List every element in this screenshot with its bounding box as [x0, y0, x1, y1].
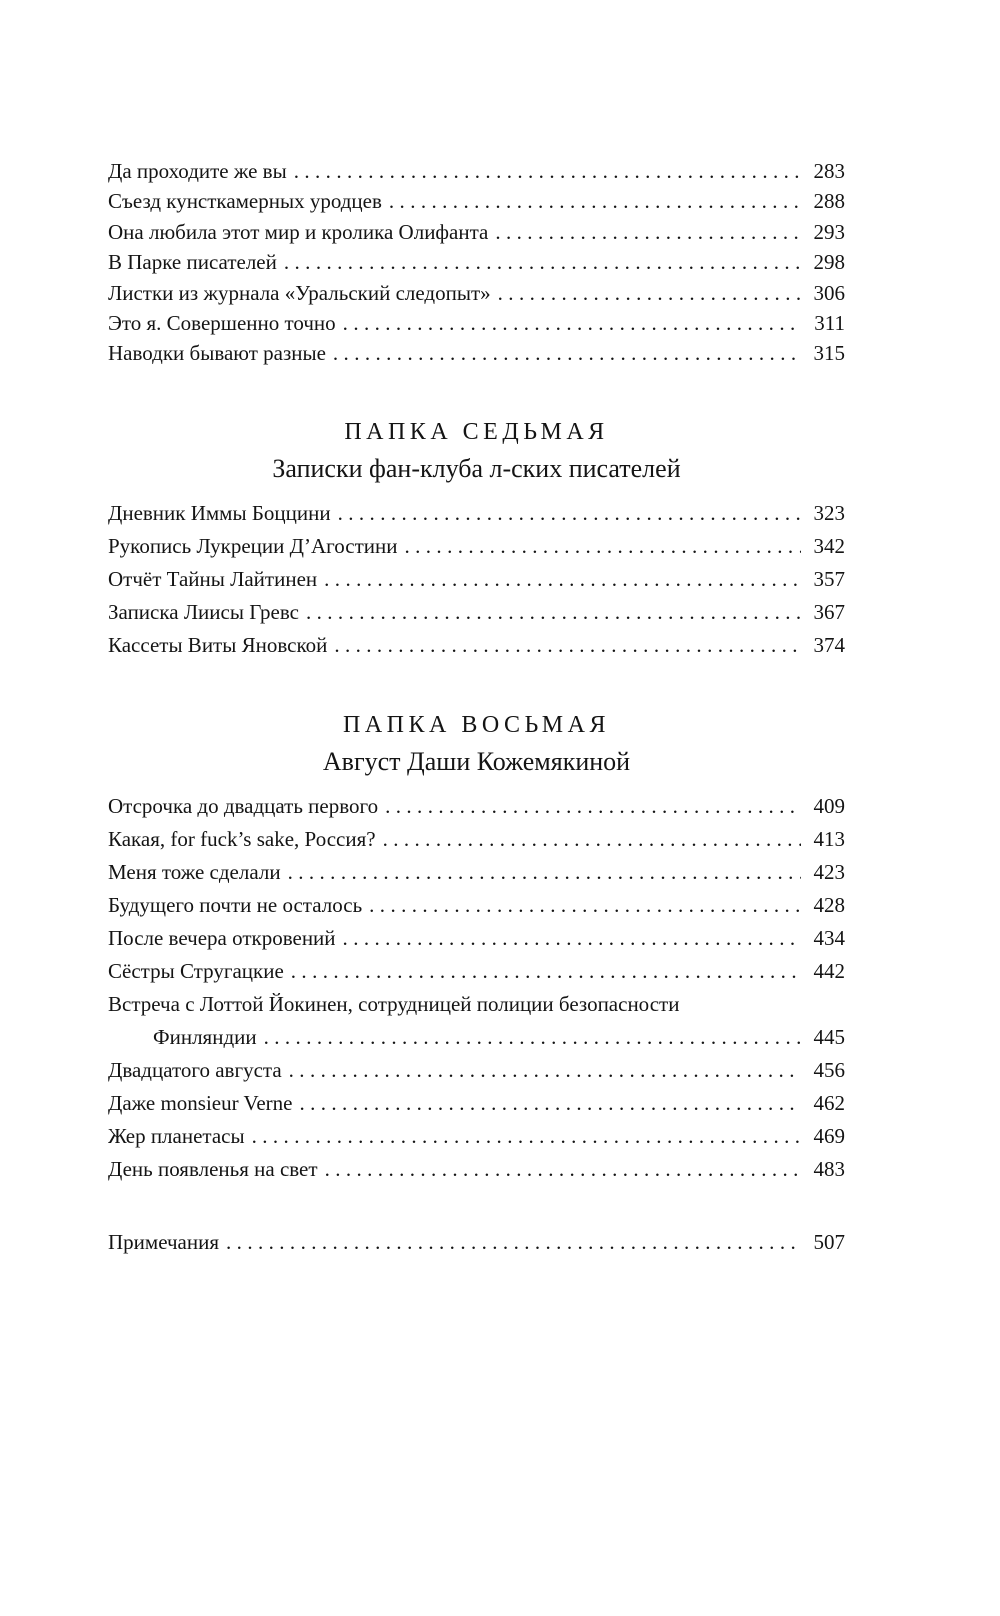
entry-title: Это я. Совершенно точно	[108, 311, 336, 336]
toc-entry[interactable]	[108, 156, 845, 186]
dot-leader	[333, 338, 801, 368]
dot-leader	[404, 530, 801, 563]
dot-leader	[324, 563, 801, 596]
entry-title: В Парке писателей	[108, 250, 277, 275]
entry-title: Кассеты Виты Яновской	[108, 632, 328, 657]
entry-page-number: 315	[813, 341, 845, 366]
dot-leader	[289, 1054, 801, 1087]
entry-title: Записка Лиисы Гревс	[108, 599, 299, 624]
entry-page-number: 298	[813, 250, 845, 275]
entry-title: Какая, for fuck’s sake, Россия?	[108, 826, 376, 851]
entry-page-number: 434	[813, 925, 845, 950]
section-entries	[108, 790, 845, 1186]
dot-leader	[264, 1021, 801, 1054]
entry-title: Наводки бывают разные	[108, 341, 326, 366]
entry-title: Листки из журнала «Уральский следопыт»	[108, 280, 491, 305]
section-subheading: Записки фан-клуба л-ских писателей	[272, 453, 681, 483]
toc-entry[interactable]	[108, 278, 845, 308]
dot-leader	[383, 823, 801, 856]
toc-entry[interactable]	[108, 856, 845, 889]
entry-page-number: 462	[813, 1090, 845, 1115]
section-entries	[108, 497, 845, 662]
dot-leader	[291, 955, 801, 988]
toc-entry[interactable]	[108, 1226, 845, 1259]
dot-leader	[306, 596, 801, 629]
entry-page-number: 507	[813, 1229, 845, 1254]
entry-page-number: 283	[813, 159, 845, 183]
entry-page-number: 374	[813, 632, 845, 657]
toc-entry[interactable]	[108, 1120, 845, 1153]
entry-title: Отчёт Тайны Лайтинен	[108, 566, 318, 591]
entry-title: Да проходите же вы	[108, 159, 287, 183]
entry-page-number: 456	[813, 1057, 845, 1082]
toc-entry[interactable]	[108, 247, 845, 277]
entry-page-number: 428	[813, 892, 845, 917]
entry-page-number: 483	[813, 1156, 845, 1181]
entry-title: Меня тоже сделали	[108, 859, 281, 884]
toc-entry[interactable]	[108, 596, 845, 629]
section-heading: ПАПКА СЕДЬМАЯ	[344, 418, 609, 445]
entry-title: Встреча с Лоттой Йокинен, сотрудницей полиции безопасности	[108, 991, 680, 1016]
toc-entry[interactable]	[108, 823, 845, 856]
leading-entries	[108, 156, 845, 369]
dot-leader	[389, 186, 801, 216]
entry-title: Съезд кунсткамерных уродцев	[108, 189, 382, 214]
entry-title: День появленья на свет	[108, 1156, 318, 1181]
toc-entry[interactable]	[108, 338, 845, 368]
entry-page-number: 342	[813, 533, 845, 558]
toc-entry[interactable]	[108, 530, 845, 563]
toc-entry[interactable]	[108, 308, 845, 338]
entry-page-number: 306	[813, 280, 845, 305]
toc-entry[interactable]	[108, 988, 845, 1054]
entry-title: Даже monsieur Verne	[108, 1090, 293, 1115]
entry-page-number: 323	[813, 500, 845, 525]
dot-leader	[334, 629, 801, 662]
entry-title: Примечания	[108, 1229, 220, 1254]
section-heading: ПАПКА ВОСЬМАЯ	[343, 711, 610, 738]
dot-leader	[325, 1153, 801, 1186]
entry-title: Сёстры Стругацкие	[108, 958, 284, 983]
section-subheading: Август Даши Кожемякиной	[322, 746, 631, 776]
entry-title: Отсрочка до двадцать первого	[108, 793, 379, 818]
entry-page-number: 469	[813, 1123, 845, 1148]
dot-leader	[369, 889, 801, 922]
toc-entry[interactable]	[108, 217, 845, 247]
toc-entry[interactable]	[108, 1153, 845, 1186]
toc-entry[interactable]	[153, 1021, 845, 1054]
entry-page-number: 357	[813, 566, 845, 591]
entry-title: Дневник Иммы Боццини	[108, 500, 331, 525]
toc-entry[interactable]	[108, 889, 845, 922]
entry-page-number: 413	[813, 826, 845, 851]
section-papka-sedmaya	[108, 413, 845, 662]
entry-title: После вечера откровений	[108, 925, 336, 950]
entry-page-number: 288	[813, 189, 845, 214]
toc-entry[interactable]	[108, 922, 845, 955]
toc-entry[interactable]	[108, 790, 845, 823]
dot-leader	[495, 217, 801, 247]
entry-title: Жер планетасы	[108, 1123, 245, 1148]
entry-page-number: 367	[813, 599, 845, 624]
toc-entry[interactable]	[108, 1054, 845, 1087]
dot-leader	[343, 922, 801, 955]
dot-leader	[252, 1120, 801, 1153]
toc-entry[interactable]	[108, 497, 845, 530]
entry-page-number: 423	[813, 859, 845, 884]
toc-entry[interactable]	[108, 955, 845, 988]
entry-page-number: 409	[813, 793, 845, 818]
dot-leader	[498, 278, 801, 308]
toc-entry[interactable]	[108, 563, 845, 596]
toc-entry[interactable]	[108, 1087, 845, 1120]
dot-leader	[294, 156, 801, 186]
entry-title: Будущего почти не осталось	[108, 892, 363, 917]
entry-page-number: 293	[813, 219, 845, 244]
entry-title: Рукопись Лукреции Д’Агостини	[108, 533, 398, 558]
table-of-contents	[108, 156, 845, 1259]
dot-leader	[299, 1087, 801, 1120]
dot-leader	[343, 308, 801, 338]
dot-leader	[338, 497, 801, 530]
toc-entry[interactable]	[108, 186, 845, 216]
entry-title: Она любила этот мир и кролика Олифанта	[108, 219, 489, 244]
dot-leader	[284, 247, 801, 277]
toc-entry[interactable]	[108, 629, 845, 662]
entry-title: Финляндии	[153, 1024, 257, 1049]
dot-leader	[288, 856, 801, 889]
entry-title: Двадцатого августа	[108, 1057, 282, 1082]
entry-page-number: 311	[814, 311, 845, 336]
dot-leader	[226, 1226, 801, 1259]
entry-page-number: 442	[813, 958, 845, 983]
dot-leader	[385, 790, 801, 823]
section-papka-vosmaya	[108, 706, 845, 1186]
notes-entry-container	[108, 1226, 845, 1259]
entry-page-number: 445	[813, 1024, 845, 1049]
